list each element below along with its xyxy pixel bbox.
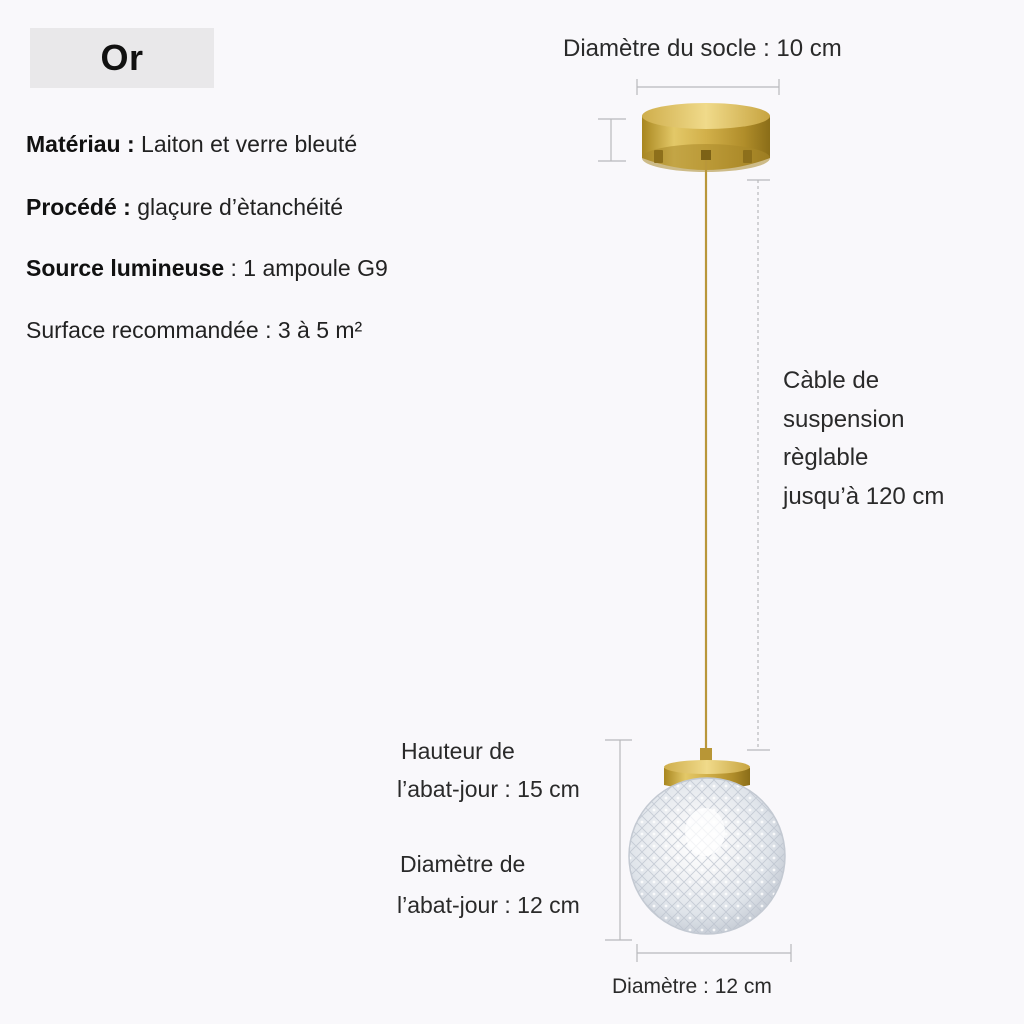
spec-surface-value: Surface recommandée : 3 à 5 m² — [26, 317, 363, 343]
cable-length-line-4: jusqu’à 120 cm — [783, 482, 945, 510]
base-diameter-dimension — [637, 79, 779, 95]
cable-length-line-3: règlable — [783, 444, 869, 471]
shade-diameter-label-line-1: Diamètre de — [400, 851, 526, 877]
bottom-diameter-dimension — [637, 944, 791, 962]
spec-light-source-label: Source lumineuse — [26, 255, 225, 281]
canopy-height-dimension — [598, 119, 626, 161]
cable-length-label — [783, 362, 944, 516]
color-badge-label: Or — [100, 37, 144, 78]
spec-material-label: Matériau : — [26, 131, 135, 157]
spec-process-label: Procédé : — [26, 194, 131, 220]
spec-process-value: glaçure d’ètanchéité — [137, 194, 344, 220]
bottom-diameter-label: Diamètre : 12 cm — [612, 975, 772, 998]
shade-diameter-label-line-2: l’abat-jour : 12 cm — [397, 892, 580, 918]
cable-length-line-2: suspension — [783, 405, 905, 433]
spec-light-source-value: : 1 ampoule G9 — [230, 255, 388, 281]
glass-globe — [629, 778, 785, 934]
base-diameter-label: Diamètre du socle : 10 cm — [563, 35, 842, 62]
cable-length-line-1: Càble de — [783, 367, 880, 394]
shade-height-dimension — [605, 740, 632, 940]
shade-height-label-line-2: l’abat-jour : 15 cm — [397, 776, 580, 802]
spec-material-value: Laiton et verre bleuté — [141, 131, 358, 157]
shade-height-label-line-1: Hauteur de — [401, 738, 515, 764]
cable-length-dimension — [747, 180, 770, 750]
